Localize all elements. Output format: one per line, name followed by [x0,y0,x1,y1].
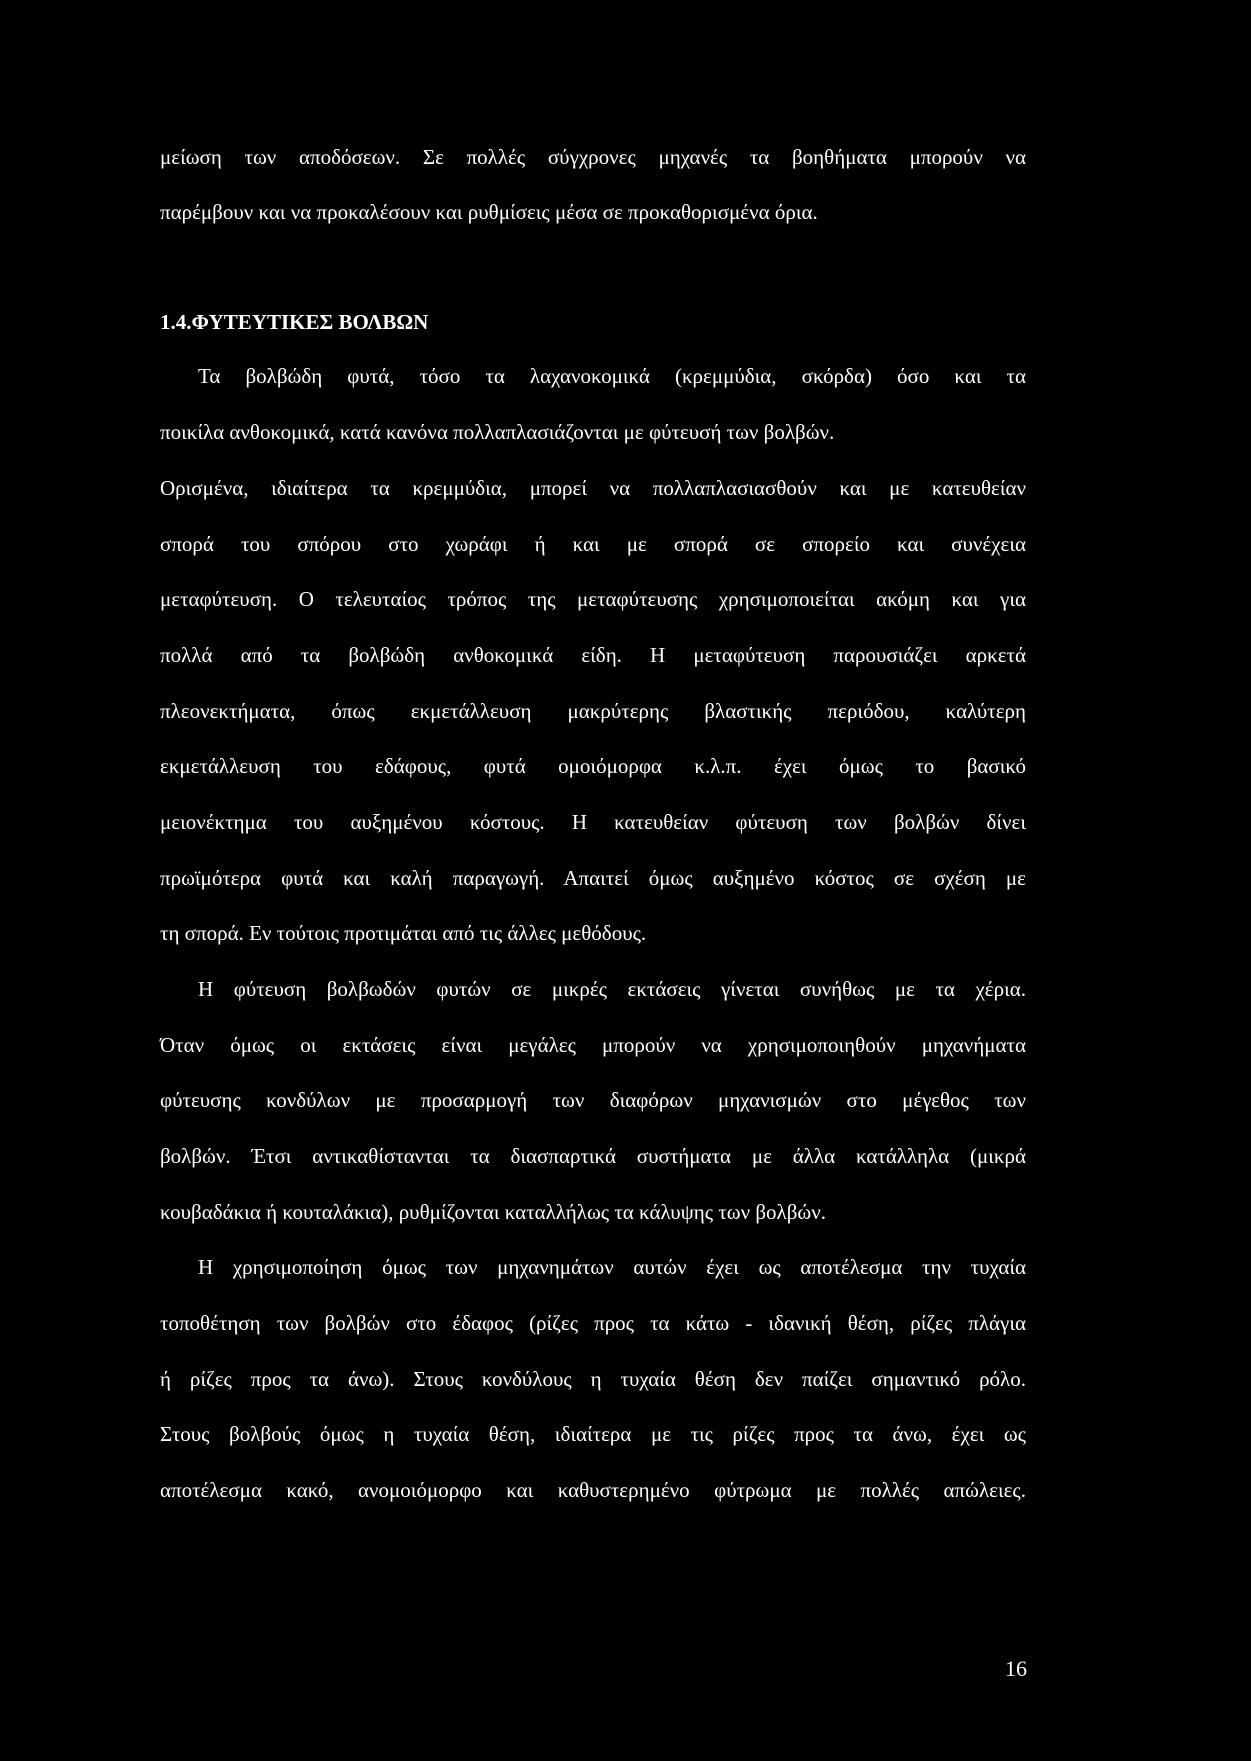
text-line: Η χρησιμοποίηση όμως των μηχανημάτων αυτών έχει ως αποτέλεσμα την τυχαία [198,1255,1026,1279]
text-line: Ορισμένα, ιδιαίτερα τα κρεμμύδια, μπορεί να πολλαπλασιασθούν και με κατευθείαν [160,476,1026,500]
section-heading: 1.4.ΦΥΤΕΥΤΙΚΕΣ ΒΟΛΒΩΝ [160,310,429,334]
text-line: τη σπορά. Εν τούτοις προτιμάται από τις άλλες μεθόδους. [160,921,647,945]
text-line: Η φύτευση βολβωδών φυτών σε μικρές εκτάσεις γίνεται συνήθως με τα χέρια. [198,977,1026,1001]
text-line: πρωϊμότερα φυτά και καλή παραγωγή. Απαιτεί όμως αυξημένο κόστος σε σχέση με [160,866,1026,890]
text-line: ποικίλα ανθοκομικά, κατά κανόνα πολλαπλασιάζονται με φύτευσή των βολβών. [160,420,835,444]
text-line: Τα βολβώδη φυτά, τόσο τα λαχανοκομικά (κρεμμύδια, σκόρδα) όσο και τα [198,364,1026,388]
text-line: πλεονεκτήματα, όπως εκμετάλλευση μακρύτερης βλαστικής περιόδου, καλύτερη [160,699,1026,723]
text-line: αποτέλεσμα κακό, ανομοιόμορφο και καθυστερημένο φύτρωμα με πολλές απώλειες. [160,1478,1026,1502]
text-line: φύτευσης κονδύλων με προσαρμογή των διαφόρων μηχανισμών στο μέγεθος των [160,1088,1026,1112]
text-line: κουβαδάκια ή κουταλάκια), ρυθμίζονται καταλλήλως τα κάλυψης των βολβών. [160,1200,826,1224]
text-line: πολλά από τα βολβώδη ανθοκομικά είδη. Η μεταφύτευση παρουσιάζει αρκετά [160,643,1026,667]
text-line: μεταφύτευση. Ο τελευταίος τρόπος της μεταφύτευσης χρησιμοποιείται ακόμη και για [160,587,1026,611]
text-line: εκμετάλλευση του εδάφους, φυτά ομοιόμορφα κ.λ.π. έχει όμως το βασικό [160,754,1026,778]
text-line: Όταν όμως οι εκτάσεις είναι μεγάλες μπορούν να χρησιμοποιηθούν μηχανήματα [160,1033,1026,1057]
text-line: μειονέκτημα του αυξημένου κόστους. Η κατευθείαν φύτευση των βολβών δίνει [160,810,1026,834]
text-line: παρέμβουν και να προκαλέσουν και ρυθμίσεις μέσα σε προκαθορισμένα όρια. [160,200,818,224]
text-line: βολβών. Έτσι αντικαθίστανται τα διασπαρτικά συστήματα με άλλα κατάλληλα (μικρά [160,1144,1026,1168]
text-line: τοποθέτηση των βολβών στο έδαφος (ρίζες προς τα κάτω - ιδανική θέση, ρίζες πλάγια [160,1311,1026,1335]
page-number: 16 [1005,1656,1027,1681]
text-line: ή ρίζες προς τα άνω). Στους κονδύλους η τυχαία θέση δεν παίζει σημαντικό ρόλο. [160,1367,1026,1391]
text-line: Στους βολβούς όμως η τυχαία θέση, ιδιαίτερα με τις ρίζες προς τα άνω, έχει ως [160,1422,1026,1446]
text-line: σπορά του σπόρου στο χωράφι ή και με σπορά σε σπορείο και συνέχεια [160,532,1026,556]
text-line: μείωση των αποδόσεων. Σε πολλές σύγχρονες μηχανές τα βοηθήματα μπορούν να [160,145,1026,169]
